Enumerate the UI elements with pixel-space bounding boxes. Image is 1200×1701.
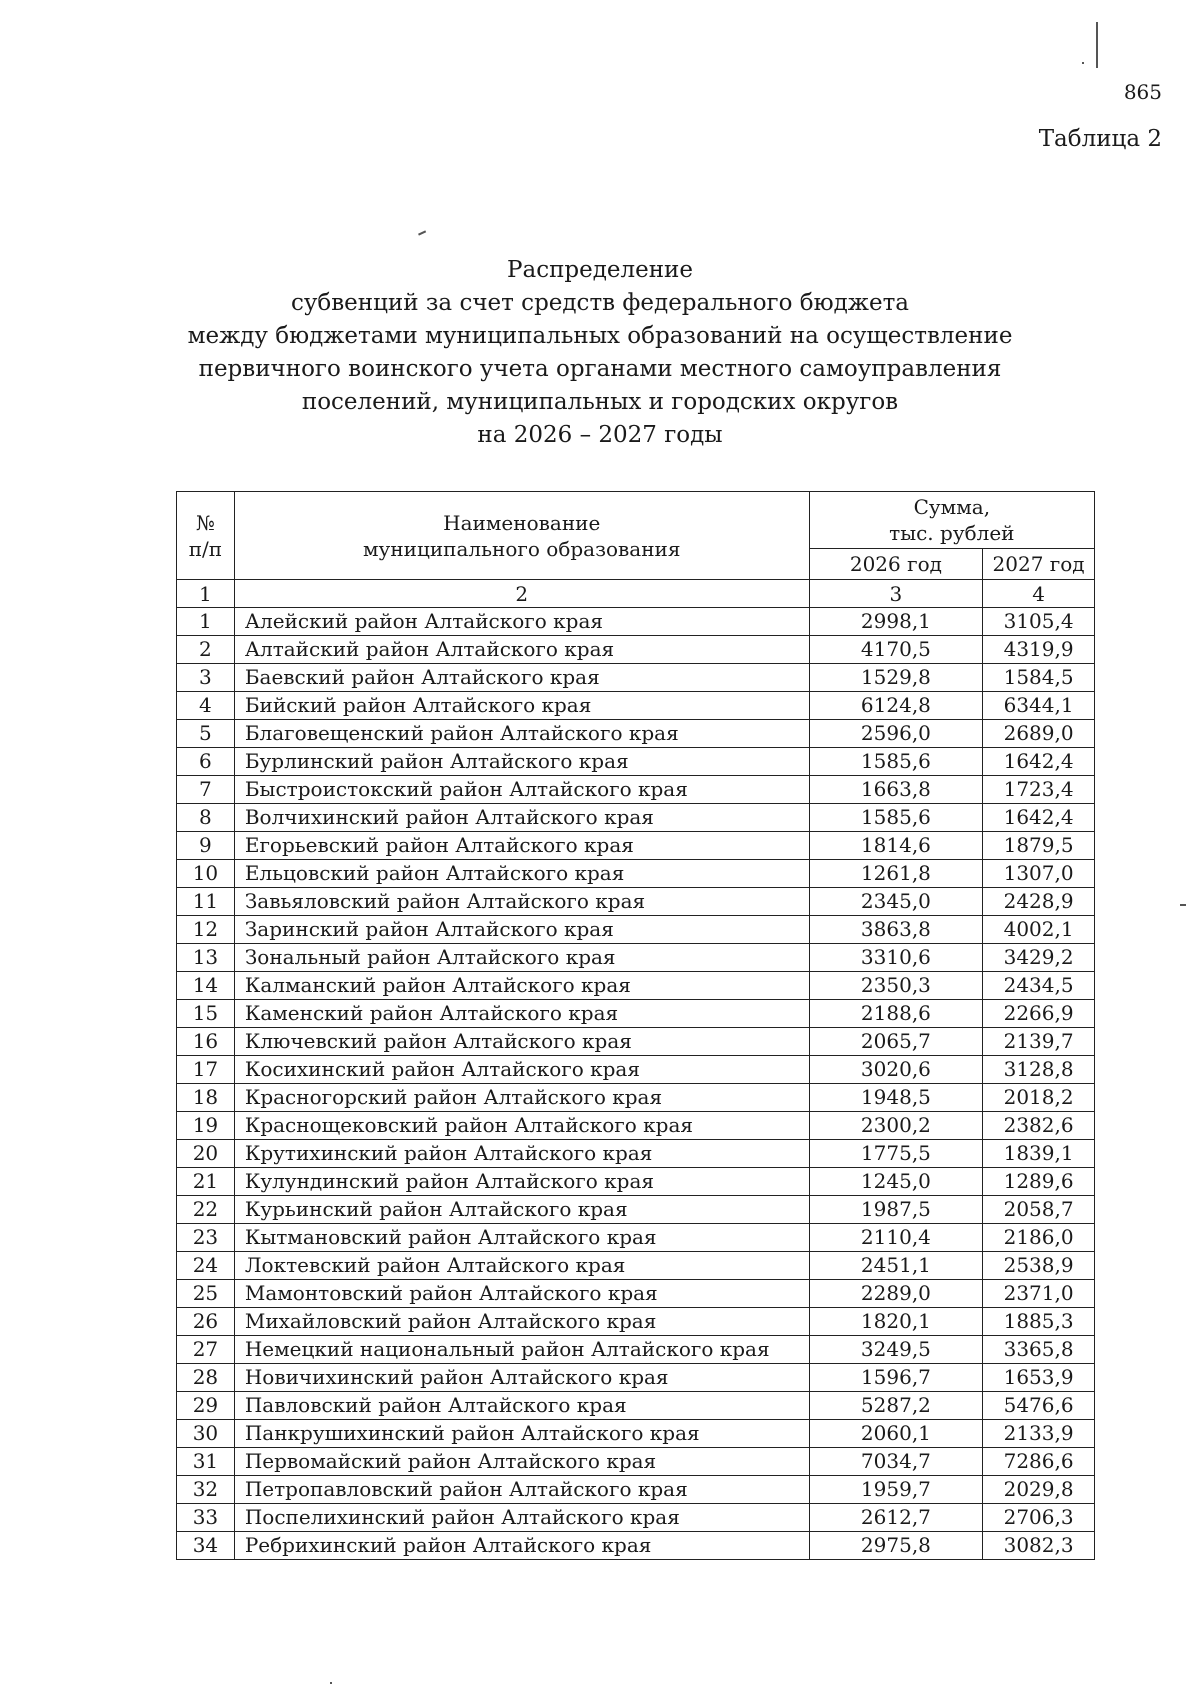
table-row xyxy=(177,1028,1095,1056)
amount-2026: 1814,6 xyxy=(809,832,983,860)
row-number: 18 xyxy=(177,1084,235,1112)
municipality-name: Быстроистокский район Алтайского края xyxy=(234,776,809,804)
amount-2027: 1642,4 xyxy=(983,748,1095,776)
amount-2026: 2596,0 xyxy=(809,720,983,748)
column-number: 1 xyxy=(177,580,235,608)
amount-2026: 1529,8 xyxy=(809,664,983,692)
amount-2026: 4170,5 xyxy=(809,636,983,664)
amount-2026: 1596,7 xyxy=(809,1364,983,1392)
table-row xyxy=(177,804,1095,832)
row-number: 24 xyxy=(177,1252,235,1280)
column-number: 3 xyxy=(809,580,983,608)
table-row xyxy=(177,608,1095,636)
amount-2026: 3249,5 xyxy=(809,1336,983,1364)
amount-2026: 1585,6 xyxy=(809,748,983,776)
municipality-name: Завьяловский район Алтайского края xyxy=(234,888,809,916)
row-number: 6 xyxy=(177,748,235,776)
amount-2027: 2538,9 xyxy=(983,1252,1095,1280)
table-row xyxy=(177,1476,1095,1504)
municipality-name: Кытмановский район Алтайского края xyxy=(234,1224,809,1252)
row-number: 25 xyxy=(177,1280,235,1308)
row-number: 2 xyxy=(177,636,235,664)
amount-2027: 2018,2 xyxy=(983,1084,1095,1112)
amount-2026: 2300,2 xyxy=(809,1112,983,1140)
page-number: 865 xyxy=(1123,80,1162,104)
table-row xyxy=(177,1392,1095,1420)
header-number xyxy=(177,492,235,580)
table-row xyxy=(177,1448,1095,1476)
title-line: между бюджетами муниципальных образований на осуществление xyxy=(187,323,1013,349)
amount-2027: 7286,6 xyxy=(983,1448,1095,1476)
municipality-name: Мамонтовский район Алтайского края xyxy=(234,1280,809,1308)
amount-2026: 1585,6 xyxy=(809,804,983,832)
municipality-name: Заринский район Алтайского края xyxy=(234,916,809,944)
document-title xyxy=(0,254,1200,452)
title-line: поселений, муниципальных и городских округов xyxy=(301,389,899,415)
amount-2026: 2065,7 xyxy=(809,1028,983,1056)
municipality-name: Бийский район Алтайского края xyxy=(234,692,809,720)
municipality-name: Ключевский район Алтайского края xyxy=(234,1028,809,1056)
row-number: 23 xyxy=(177,1224,235,1252)
table-row xyxy=(177,692,1095,720)
scan-artifact xyxy=(1082,62,1084,64)
amount-2026: 2188,6 xyxy=(809,1000,983,1028)
amount-2026: 1663,8 xyxy=(809,776,983,804)
row-number: 8 xyxy=(177,804,235,832)
amount-2027: 3082,3 xyxy=(983,1532,1095,1560)
municipality-name: Первомайский район Алтайского края xyxy=(234,1448,809,1476)
municipality-name: Красногорский район Алтайского края xyxy=(234,1084,809,1112)
amount-2026: 2110,4 xyxy=(809,1224,983,1252)
table-row xyxy=(177,1112,1095,1140)
row-number: 14 xyxy=(177,972,235,1000)
table-row xyxy=(177,944,1095,972)
municipality-name: Каменский район Алтайского края xyxy=(234,1000,809,1028)
amount-2026: 6124,8 xyxy=(809,692,983,720)
table-row xyxy=(177,1056,1095,1084)
amount-2027: 2266,9 xyxy=(983,1000,1095,1028)
table-row xyxy=(177,1196,1095,1224)
table-label: Таблица 2 xyxy=(1038,126,1162,152)
table-row xyxy=(177,1224,1095,1252)
scan-artifact xyxy=(330,1682,332,1684)
title-line: на 2026 – 2027 годы xyxy=(477,422,723,448)
amount-2027: 1885,3 xyxy=(983,1308,1095,1336)
row-number: 7 xyxy=(177,776,235,804)
scan-artifact xyxy=(1180,904,1186,906)
table-body xyxy=(177,608,1095,1560)
amount-2026: 3020,6 xyxy=(809,1056,983,1084)
amount-2027: 3429,2 xyxy=(983,944,1095,972)
amount-2027: 2029,8 xyxy=(983,1476,1095,1504)
municipality-name: Баевский район Алтайского края xyxy=(234,664,809,692)
table-row xyxy=(177,972,1095,1000)
municipality-name: Петропавловский район Алтайского края xyxy=(234,1476,809,1504)
amount-2026: 2350,3 xyxy=(809,972,983,1000)
municipality-name: Бурлинский район Алтайского края xyxy=(234,748,809,776)
header-sum-line: Сумма, xyxy=(913,495,991,519)
table-row xyxy=(177,1084,1095,1112)
row-number: 15 xyxy=(177,1000,235,1028)
table-row xyxy=(177,1000,1095,1028)
amount-2026: 1775,5 xyxy=(809,1140,983,1168)
table-row xyxy=(177,1532,1095,1560)
amount-2027: 2689,0 xyxy=(983,720,1095,748)
amount-2026: 2345,0 xyxy=(809,888,983,916)
table-row xyxy=(177,1308,1095,1336)
amount-2026: 5287,2 xyxy=(809,1392,983,1420)
municipality-name: Локтевский район Алтайского края xyxy=(234,1252,809,1280)
municipality-name: Панкрушихинский район Алтайского края xyxy=(234,1420,809,1448)
municipality-name: Павловский район Алтайского края xyxy=(234,1392,809,1420)
row-number: 11 xyxy=(177,888,235,916)
amount-2026: 2289,0 xyxy=(809,1280,983,1308)
municipality-name: Ребрихинский район Алтайского края xyxy=(234,1532,809,1560)
row-number: 28 xyxy=(177,1364,235,1392)
amount-2027: 2382,6 xyxy=(983,1112,1095,1140)
amount-2027: 1653,9 xyxy=(983,1364,1095,1392)
amount-2026: 1987,5 xyxy=(809,1196,983,1224)
municipality-name: Кулундинский район Алтайского края xyxy=(234,1168,809,1196)
distribution-table xyxy=(176,491,1095,1560)
amount-2027: 4002,1 xyxy=(983,916,1095,944)
table-row xyxy=(177,1336,1095,1364)
table-row xyxy=(177,748,1095,776)
amount-2026: 3310,6 xyxy=(809,944,983,972)
amount-2026: 2975,8 xyxy=(809,1532,983,1560)
amount-2026: 2998,1 xyxy=(809,608,983,636)
header-year-2027: 2027 год xyxy=(983,549,1095,580)
municipality-name: Косихинский район Алтайского края xyxy=(234,1056,809,1084)
municipality-name: Курьинский район Алтайского края xyxy=(234,1196,809,1224)
table-row xyxy=(177,1252,1095,1280)
amount-2026: 2060,1 xyxy=(809,1420,983,1448)
header-name-line: Наименование xyxy=(443,510,601,535)
amount-2026: 1948,5 xyxy=(809,1084,983,1112)
row-number: 17 xyxy=(177,1056,235,1084)
header-year-2026: 2026 год xyxy=(809,549,983,580)
table-row xyxy=(177,636,1095,664)
municipality-name: Благовещенский район Алтайского края xyxy=(234,720,809,748)
row-number: 34 xyxy=(177,1532,235,1560)
amount-2027: 1642,4 xyxy=(983,804,1095,832)
table-row xyxy=(177,860,1095,888)
amount-2027: 2706,3 xyxy=(983,1504,1095,1532)
municipality-name: Михайловский район Алтайского края xyxy=(234,1308,809,1336)
amount-2027: 5476,6 xyxy=(983,1392,1095,1420)
amount-2027: 1584,5 xyxy=(983,664,1095,692)
amount-2026: 7034,7 xyxy=(809,1448,983,1476)
row-number: 22 xyxy=(177,1196,235,1224)
header-number-line: № xyxy=(195,510,215,535)
municipality-name: Калманский район Алтайского края xyxy=(234,972,809,1000)
row-number: 20 xyxy=(177,1140,235,1168)
amount-2026: 1959,7 xyxy=(809,1476,983,1504)
amount-2027: 4319,9 xyxy=(983,636,1095,664)
amount-2026: 2451,1 xyxy=(809,1252,983,1280)
header-sum xyxy=(809,492,1094,549)
table-row xyxy=(177,1364,1095,1392)
header-name xyxy=(234,492,809,580)
amount-2027: 6344,1 xyxy=(983,692,1095,720)
title-line: первичного воинского учета органами местного самоуправления xyxy=(198,356,1002,382)
table-row xyxy=(177,832,1095,860)
row-number: 32 xyxy=(177,1476,235,1504)
amount-2027: 1879,5 xyxy=(983,832,1095,860)
row-number: 33 xyxy=(177,1504,235,1532)
amount-2027: 1289,6 xyxy=(983,1168,1095,1196)
table-row xyxy=(177,1420,1095,1448)
column-number: 2 xyxy=(234,580,809,608)
table-row xyxy=(177,1140,1095,1168)
table-row xyxy=(177,664,1095,692)
amount-2026: 1820,1 xyxy=(809,1308,983,1336)
table-row xyxy=(177,776,1095,804)
row-number: 31 xyxy=(177,1448,235,1476)
header-sum-line: тыс. рублей xyxy=(889,521,1015,545)
row-number: 19 xyxy=(177,1112,235,1140)
header-name-line: муниципального образования xyxy=(363,536,681,561)
column-number: 4 xyxy=(983,580,1095,608)
municipality-name: Новичихинский район Алтайского края xyxy=(234,1364,809,1392)
amount-2027: 1723,4 xyxy=(983,776,1095,804)
row-number: 10 xyxy=(177,860,235,888)
amount-2026: 3863,8 xyxy=(809,916,983,944)
municipality-name: Ельцовский район Алтайского края xyxy=(234,860,809,888)
table-row xyxy=(177,888,1095,916)
table-row xyxy=(177,1504,1095,1532)
amount-2027: 2428,9 xyxy=(983,888,1095,916)
row-number: 9 xyxy=(177,832,235,860)
title-line: Распределение xyxy=(507,257,693,283)
amount-2027: 1839,1 xyxy=(983,1140,1095,1168)
row-number: 29 xyxy=(177,1392,235,1420)
municipality-name: Волчихинский район Алтайского края xyxy=(234,804,809,832)
municipality-name: Краснощековский район Алтайского края xyxy=(234,1112,809,1140)
table-row xyxy=(177,916,1095,944)
amount-2026: 2612,7 xyxy=(809,1504,983,1532)
amount-2027: 2139,7 xyxy=(983,1028,1095,1056)
scan-artifact xyxy=(1096,22,1098,68)
row-number: 16 xyxy=(177,1028,235,1056)
municipality-name: Егорьевский район Алтайского края xyxy=(234,832,809,860)
table-row xyxy=(177,1280,1095,1308)
table-row xyxy=(177,1168,1095,1196)
municipality-name: Зональный район Алтайского края xyxy=(234,944,809,972)
amount-2027: 1307,0 xyxy=(983,860,1095,888)
row-number: 21 xyxy=(177,1168,235,1196)
row-number: 3 xyxy=(177,664,235,692)
amount-2027: 2186,0 xyxy=(983,1224,1095,1252)
amount-2027: 2371,0 xyxy=(983,1280,1095,1308)
table-row xyxy=(177,720,1095,748)
header-number-line: п/п xyxy=(188,536,223,561)
row-number: 1 xyxy=(177,608,235,636)
row-number: 13 xyxy=(177,944,235,972)
amount-2027: 2434,5 xyxy=(983,972,1095,1000)
municipality-name: Алейский район Алтайского края xyxy=(234,608,809,636)
amount-2027: 3365,8 xyxy=(983,1336,1095,1364)
amount-2026: 1245,0 xyxy=(809,1168,983,1196)
amount-2026: 1261,8 xyxy=(809,860,983,888)
municipality-name: Крутихинский район Алтайского края xyxy=(234,1140,809,1168)
amount-2027: 3105,4 xyxy=(983,608,1095,636)
amount-2027: 2133,9 xyxy=(983,1420,1095,1448)
amount-2027: 3128,8 xyxy=(983,1056,1095,1084)
row-number: 30 xyxy=(177,1420,235,1448)
title-line: субвенций за счет средств федерального бюджета xyxy=(290,290,910,316)
row-number: 5 xyxy=(177,720,235,748)
row-number: 26 xyxy=(177,1308,235,1336)
municipality-name: Немецкий национальный район Алтайского края xyxy=(234,1336,809,1364)
municipality-name: Поспелихинский район Алтайского края xyxy=(234,1504,809,1532)
row-number: 12 xyxy=(177,916,235,944)
amount-2027: 2058,7 xyxy=(983,1196,1095,1224)
row-number: 27 xyxy=(177,1336,235,1364)
scan-artifact xyxy=(418,230,426,235)
municipality-name: Алтайский район Алтайского края xyxy=(234,636,809,664)
row-number: 4 xyxy=(177,692,235,720)
